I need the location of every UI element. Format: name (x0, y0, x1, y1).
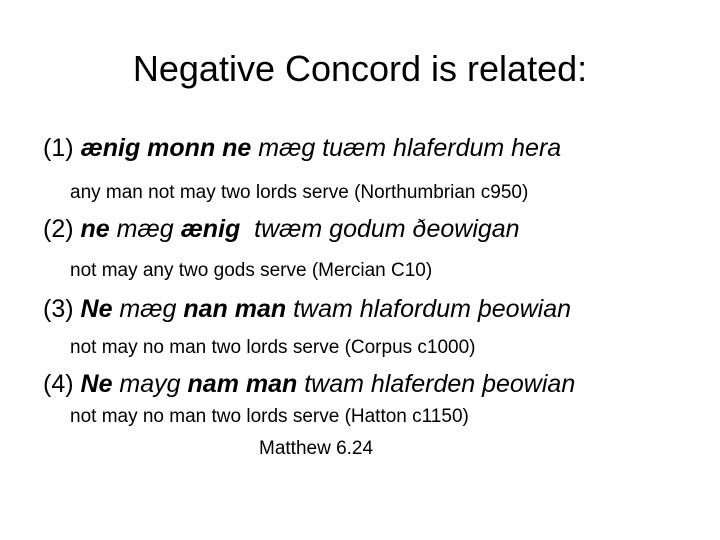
negative-word: ænig (180, 215, 241, 243)
negative-words: nan man (183, 295, 287, 323)
example-text: twam hlafordum þeowian (286, 295, 572, 323)
negative-word: Ne (80, 370, 113, 398)
example-2 (43, 212, 520, 246)
example-4 (43, 367, 575, 401)
example-text: twam hlaferden þeowian (297, 370, 576, 398)
example-text: twæm godum ðeowigan (240, 215, 520, 243)
gloss-4: not may no man two lords serve (Hatton c1150) (70, 406, 469, 427)
example-number: (1) (43, 134, 74, 162)
example-number: (2) (43, 215, 74, 243)
source-citation: Matthew 6.24 (259, 438, 374, 459)
example-number: (4) (43, 370, 74, 398)
example-3 (43, 292, 571, 326)
negative-words: nam man (187, 370, 298, 398)
example-text: mæg (112, 295, 184, 323)
example-text: mayg (112, 370, 188, 398)
example-text: mæg tuæm hlaferdum hera (251, 134, 562, 162)
negative-words: ænig monn ne (80, 134, 252, 162)
example-text: mæg (109, 215, 181, 243)
negative-word: ne (80, 215, 110, 243)
gloss-3: not may no man two lords serve (Corpus c1000) (70, 337, 476, 358)
gloss-2: not may any two gods serve (Mercian C10) (70, 260, 433, 281)
slide-title: Negative Concord is related: (132, 48, 588, 89)
gloss-1: any man not may two lords serve (Northumbrian c950) (70, 182, 529, 203)
example-number: (3) (43, 295, 74, 323)
example-1 (43, 131, 561, 165)
negative-word: Ne (80, 295, 113, 323)
